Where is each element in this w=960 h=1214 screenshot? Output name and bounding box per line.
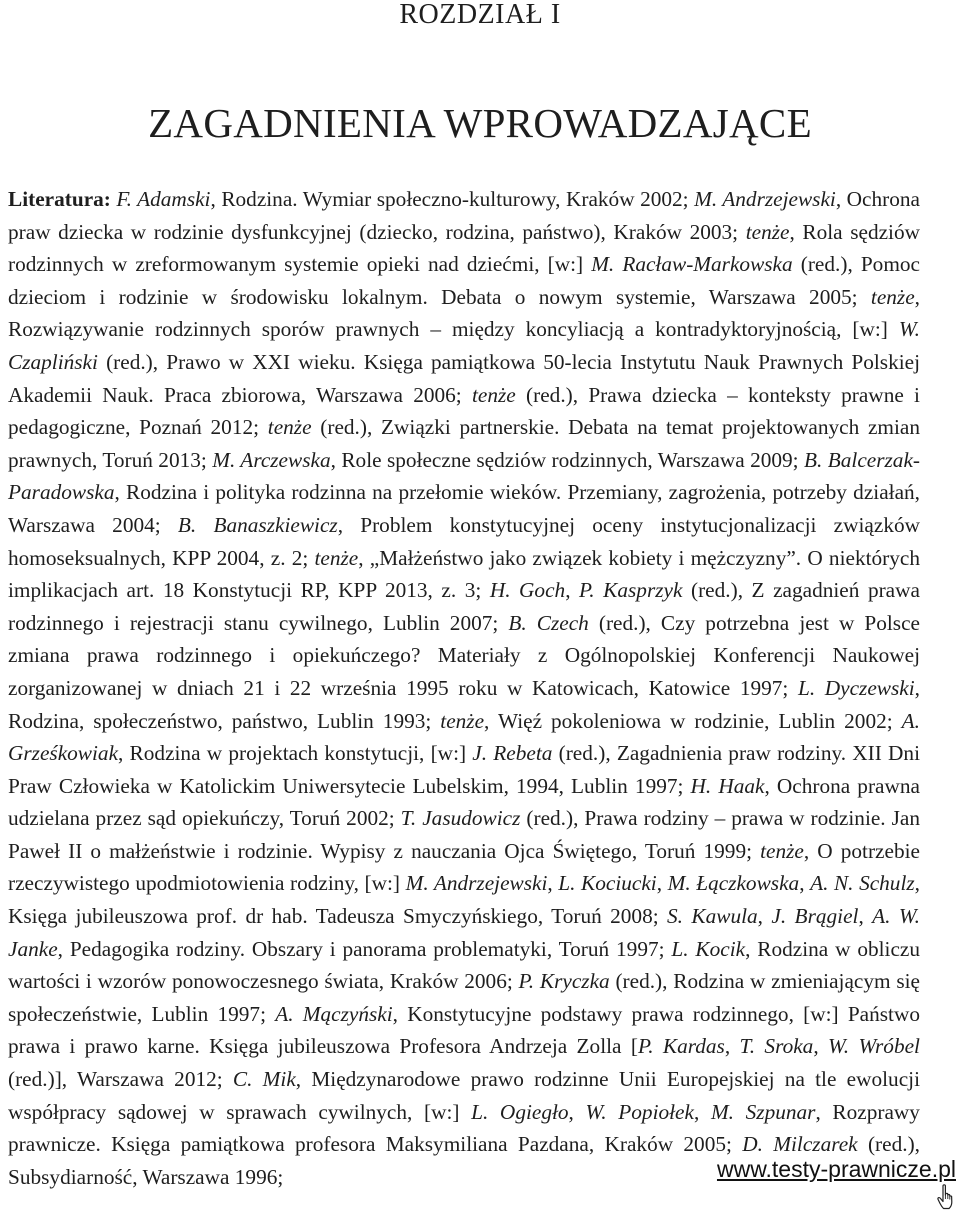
author-name: tenże	[745, 219, 790, 244]
citation-text: ,	[547, 871, 559, 896]
author-name: tenże	[440, 708, 485, 733]
author-name: W. Wróbel	[828, 1034, 920, 1059]
citation-text: , Rodzina, społeczeństwo, państwo, Lublin 1993;	[8, 675, 920, 733]
citation-text: , Rozwiązywanie rodzinnych sporów prawnych – między koncyliacją a kontradyktoryjnością, [w:]	[8, 284, 920, 342]
author-name: L. Kocik	[671, 936, 746, 961]
citation-text: , Rozprawy prawnicze. Księga pamiątkowa profesora Maksymiliana Pazdana, Kraków 2005;	[8, 1099, 920, 1157]
author-name: tenże	[267, 415, 312, 440]
author-name: tenże	[760, 838, 804, 863]
citation-text: , Konstytucyjne podstawy prawa rodzinnego, [w:] Państwo prawa i prawo karne. Księga jubileuszowa Profesora Andrzeja Zolla [	[8, 1001, 921, 1059]
author-name: B. Balcerzak-Paradowska	[8, 447, 920, 505]
author-name: T. Sroka	[739, 1034, 814, 1059]
chapter-label: ROZDZIAŁ I	[399, 0, 561, 30]
citation-text: , Rodzina. Wymiar społeczno-kulturowy, Kraków 2002;	[210, 187, 695, 211]
author-name: A. Grześkowiak	[8, 708, 920, 766]
author-name: B. Czech	[508, 610, 589, 635]
author-name: P. Kryczka	[518, 969, 610, 994]
citation-text: ,	[799, 871, 811, 896]
author-name: A. Mączyński	[275, 1001, 393, 1026]
citation-text: , Księga jubileuszowa prof. dr hab. Tadeusza Smyczyńskiego, Toruń 2008;	[8, 871, 920, 929]
citation-text: ,	[656, 871, 668, 896]
citation-text: , Rola sędziów rodzinnych w zreformowanym systemie opieki nad dziećmi, [w:]	[8, 219, 920, 277]
author-name: B. Banaszkiewicz	[177, 512, 338, 537]
author-name: J. Brągiel	[771, 904, 859, 929]
author-name: tenże	[314, 545, 359, 570]
citation-text: (red.), Pomoc dzieciom i rodzinie w środowisku lokalnym. Debata o nowym systemie, Warszawa 2005;	[8, 252, 920, 309]
author-name: M. Racław-Markowska	[591, 252, 793, 277]
author-name: tenże	[472, 382, 516, 407]
author-name: L. Kociucki	[558, 871, 657, 896]
author-name: T. Jasudowicz	[400, 806, 521, 831]
author-name: D. Milczarek	[742, 1132, 858, 1157]
citation-text: , Rodzina i polityka rodzinna na przełomie wieków. Przemiany, zagrożenia, potrzeby działań, Warszawa 2004;	[8, 480, 920, 537]
citation-text: ,	[724, 1034, 740, 1059]
author-name: A. W. Janke	[8, 904, 920, 961]
citation-text: ,	[813, 1034, 828, 1059]
author-name: A. N. Schulz	[810, 871, 915, 896]
bibliography-lead: Literatura:	[8, 187, 111, 211]
pointing-hand-icon	[936, 1184, 956, 1210]
author-name: M. Arczewska	[212, 447, 331, 472]
author-name: W. Popiołek	[585, 1099, 694, 1124]
citation-text: , Międzynarodowe prawo rodzinne Unii Europejskiej na tle ewolucji współpracy sądowej w sprawach cywilnych, [w:]	[8, 1067, 920, 1124]
citation-text: (red.), Prawa rodziny – prawa w rodzinie. Jan Paweł II o małżeństwie i rodzinie. Wypisy z nauczania Ojca Świętego, Toruń 1999;	[8, 806, 920, 863]
citation-text: (red.), Z zagadnień prawa rodzinnego i rejestracji stanu cywilnego, Lublin 2007;	[8, 578, 920, 635]
author-name: M. Łączkowska	[667, 871, 800, 896]
bibliography-entries	[8, 187, 920, 1189]
citation-text: , Ochrona prawna udzielana przez sąd opiekuńczy, Toruń 2002;	[8, 773, 920, 831]
citation-text: (red.), Związki partnerskie. Debata na temat projektowanych zmian prawnych, Toruń 2013;	[8, 415, 921, 472]
author-name: M. Szpunar	[710, 1099, 816, 1124]
citation-text: , O potrzebie rzeczywistego upodmiotowienia rodziny, [w:]	[8, 838, 920, 896]
citation-text: (red.), Subsydiarność, Warszawa 1996;	[8, 1132, 920, 1189]
author-name: L. Ogiegło	[471, 1099, 569, 1124]
author-name: F. Adamski	[116, 187, 211, 211]
website-link[interactable]: www.testy-prawnicze.pl	[716, 1156, 956, 1182]
author-name: M. Andrzejewski	[405, 871, 548, 896]
author-name: tenże	[870, 284, 915, 309]
citation-text: , Więź pokoleniowa w rodzinie, Lublin 2002;	[484, 708, 902, 733]
citation-text: (red.), Rodzina w zmieniającym się społeczeństwie, Lublin 1997;	[8, 969, 920, 1026]
author-name: L. Dyczewski	[797, 675, 915, 700]
author-name: J. Rebeta	[472, 741, 553, 766]
citation-text: , Rodzina w obliczu wartości i wzorów ponowoczesnego świata, Kraków 2006;	[8, 936, 920, 994]
citation-text: ,	[693, 1099, 711, 1124]
citation-text: , Pedagogika rodziny. Obszary i panorama problematyki, Toruń 1997;	[57, 936, 672, 961]
citation-text: (red.)], Warszawa 2012;	[8, 1067, 233, 1092]
citation-text: ,	[565, 578, 580, 603]
author-name: M. Andrzejewski	[694, 187, 836, 211]
author-name: P. Kardas	[637, 1034, 725, 1059]
bibliography-paragraph	[8, 183, 920, 1193]
citation-text: , „Małżeństwo jako związek kobiety i mężczyzny”. O niektórych implikacjach art. 18 Konstytucji RP, KPP 2013, z. 3;	[8, 545, 920, 603]
citation-text: , Problem konstytucyjnej oceny instytucjonalizacji związków homoseksualnych, KPP 2004, z. 2;	[8, 512, 921, 570]
citation-text: (red.), Czy potrzebna jest w Polsce zmiana prawa rodzinnego i opiekuńczego? Materiały z Ogólnopolskiej Konferencji Naukowej zorganizowanej w dniach 21 i 22 września 1995 roku w Katowicach, Katowice 1997;	[8, 610, 920, 700]
author-name: W. Czapliński	[8, 317, 920, 374]
citation-text: (red.), Prawo w XXI wieku. Księga pamiątkowa 50-lecia Instytutu Nauk Prawnych Polskiej Akademii Nauk. Praca zbiorowa, Warszawa 2006;	[8, 349, 920, 407]
citation-text: ,	[858, 904, 873, 929]
author-name: C. Mik	[232, 1067, 296, 1092]
citation-text: ,	[757, 904, 772, 929]
citation-text: , Rodzina w projektach konstytucji, [w:]	[118, 741, 473, 766]
author-name: H. Goch	[489, 578, 566, 603]
citation-text: , Role społeczne sędziów rodzinnych, Warszawa 2009;	[330, 447, 804, 472]
citation-text: ,	[568, 1099, 586, 1124]
citation-text: , Ochrona praw dziecka w rodzinie dysfunkcyjnej (dziecko, rodzina, państwo), Kraków 2003;	[8, 187, 920, 244]
citation-text: (red.), Prawa dziecka – konteksty prawne i pedagogiczne, Poznań 2012;	[8, 382, 920, 440]
chapter-title: ZAGADNIENIA WPROWADZAJĄCE	[148, 100, 812, 147]
citation-text: (red.), Zagadnienia praw rodziny. XII Dni Praw Człowieka w Katolickim Uniwersytecie Lubelskim, 1994, Lublin 1997;	[8, 741, 920, 798]
author-name: S. Kawula	[667, 904, 758, 929]
author-name: H. Haak	[690, 773, 765, 798]
author-name: P. Kasprzyk	[579, 578, 683, 603]
